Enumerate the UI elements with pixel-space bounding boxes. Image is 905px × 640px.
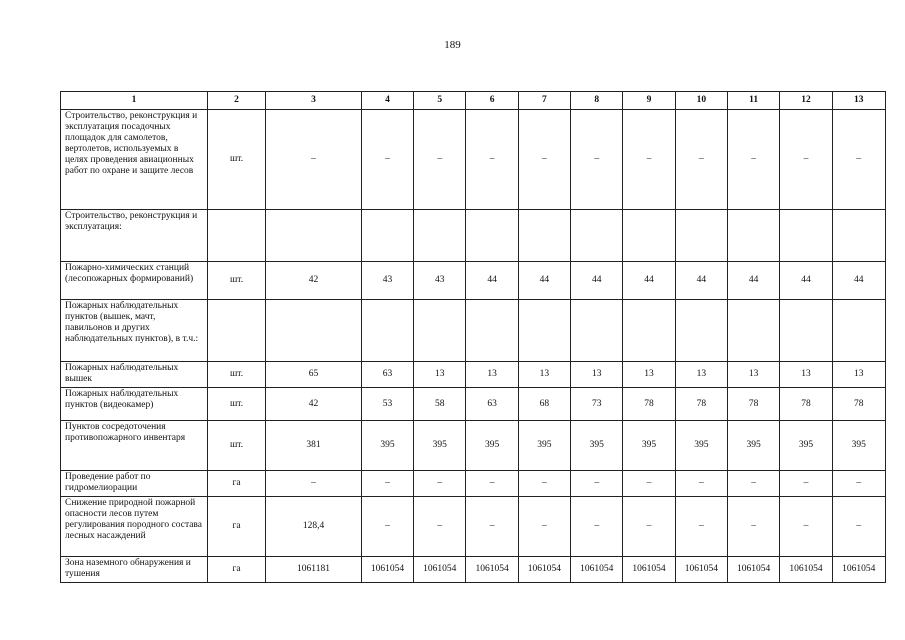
value-cell: 128,4 — [266, 497, 362, 557]
value-cell: 13 — [518, 362, 570, 388]
column-header: 8 — [571, 92, 623, 110]
value-cell — [266, 300, 362, 362]
table-row — [61, 421, 886, 471]
value-cell: – — [361, 471, 413, 497]
unit-cell: шт. — [207, 421, 265, 471]
table-row — [61, 300, 886, 362]
value-cell: 78 — [675, 388, 727, 421]
value-cell: 44 — [518, 262, 570, 300]
unit-cell: шт. — [207, 388, 265, 421]
value-cell: – — [623, 110, 675, 210]
row-name-cell: Пунктов сосредоточения противопожарного инвентаря — [61, 421, 208, 471]
unit-cell: га — [207, 557, 265, 583]
value-cell: – — [571, 497, 623, 557]
value-cell: – — [623, 471, 675, 497]
value-cell — [780, 210, 832, 262]
value-cell — [414, 210, 466, 262]
value-cell: – — [780, 497, 832, 557]
value-cell — [414, 300, 466, 362]
table-row — [61, 110, 886, 210]
row-name-cell: Зона наземного обнаружения и тушения — [61, 557, 208, 583]
value-cell: 73 — [571, 388, 623, 421]
value-cell: 395 — [780, 421, 832, 471]
value-cell: 395 — [466, 421, 518, 471]
value-cell: 1061054 — [832, 557, 885, 583]
value-cell: 78 — [780, 388, 832, 421]
value-cell — [623, 210, 675, 262]
value-cell: 1061054 — [727, 557, 779, 583]
value-cell: – — [414, 471, 466, 497]
page-number: 189 — [444, 39, 461, 51]
value-cell: 44 — [832, 262, 885, 300]
value-cell: 65 — [266, 362, 362, 388]
value-cell: – — [518, 497, 570, 557]
value-cell: 13 — [571, 362, 623, 388]
value-cell: 395 — [623, 421, 675, 471]
value-cell: 44 — [727, 262, 779, 300]
value-cell: 13 — [414, 362, 466, 388]
column-header: 9 — [623, 92, 675, 110]
value-cell: – — [623, 497, 675, 557]
value-cell: 44 — [675, 262, 727, 300]
value-cell: 13 — [675, 362, 727, 388]
value-cell: – — [414, 110, 466, 210]
value-cell: – — [571, 471, 623, 497]
value-cell: – — [780, 471, 832, 497]
value-cell: – — [727, 471, 779, 497]
table-row — [61, 262, 886, 300]
value-cell: 1061054 — [414, 557, 466, 583]
column-header: 12 — [780, 92, 832, 110]
value-cell: – — [266, 471, 362, 497]
value-cell: – — [832, 497, 885, 557]
row-name-cell: Пожарных наблюдательных вышек — [61, 362, 208, 388]
row-name-cell: Строительство, реконструкция и эксплуатация посадочных площадок для самолетов, вертолетов, используемых в целях проведения авиационных работ по охране и защите лесов — [61, 110, 208, 210]
value-cell: – — [361, 110, 413, 210]
value-cell: 13 — [466, 362, 518, 388]
unit-cell — [207, 210, 265, 262]
value-cell: 68 — [518, 388, 570, 421]
column-header: 4 — [361, 92, 413, 110]
value-cell: 1061054 — [518, 557, 570, 583]
column-header: 3 — [266, 92, 362, 110]
column-header: 10 — [675, 92, 727, 110]
value-cell: – — [727, 497, 779, 557]
table-row — [61, 362, 886, 388]
value-cell: – — [466, 497, 518, 557]
value-cell: – — [780, 110, 832, 210]
value-cell: 42 — [266, 262, 362, 300]
column-header: 7 — [518, 92, 570, 110]
value-cell — [832, 210, 885, 262]
value-cell: 1061181 — [266, 557, 362, 583]
value-cell: 53 — [361, 388, 413, 421]
unit-cell: га — [207, 497, 265, 557]
value-cell — [361, 210, 413, 262]
table-row — [61, 471, 886, 497]
value-cell: – — [727, 110, 779, 210]
value-cell — [266, 210, 362, 262]
value-cell: 1061054 — [780, 557, 832, 583]
forest-fire-measures-table — [60, 91, 886, 583]
value-cell: 381 — [266, 421, 362, 471]
row-name-cell: Пожарных наблюдательных пунктов (видеокамер) — [61, 388, 208, 421]
value-cell: 1061054 — [466, 557, 518, 583]
value-cell: – — [361, 497, 413, 557]
value-cell: – — [518, 471, 570, 497]
row-name-cell: Снижение природной пожарной опасности лесов путем регулирования породного состава лесных насаждений — [61, 497, 208, 557]
value-cell — [675, 210, 727, 262]
unit-cell — [207, 300, 265, 362]
value-cell: 395 — [361, 421, 413, 471]
value-cell: – — [832, 471, 885, 497]
column-header: 1 — [61, 92, 208, 110]
value-cell: 395 — [518, 421, 570, 471]
value-cell: 395 — [832, 421, 885, 471]
value-cell — [466, 210, 518, 262]
value-cell — [518, 300, 570, 362]
value-cell: – — [466, 471, 518, 497]
value-cell: 13 — [780, 362, 832, 388]
value-cell: 44 — [466, 262, 518, 300]
table-row — [61, 388, 886, 421]
column-header: 2 — [207, 92, 265, 110]
value-cell: 44 — [571, 262, 623, 300]
value-cell — [571, 300, 623, 362]
column-header: 13 — [832, 92, 885, 110]
unit-cell: шт. — [207, 362, 265, 388]
table-row — [61, 210, 886, 262]
column-header: 6 — [466, 92, 518, 110]
value-cell: 43 — [361, 262, 413, 300]
row-name-cell: Пожарно-химических станций (лесопожарных формирований) — [61, 262, 208, 300]
value-cell — [466, 300, 518, 362]
column-header: 11 — [727, 92, 779, 110]
value-cell: 13 — [623, 362, 675, 388]
value-cell: 1061054 — [675, 557, 727, 583]
value-cell: – — [414, 497, 466, 557]
value-cell: 78 — [832, 388, 885, 421]
value-cell: 78 — [623, 388, 675, 421]
value-cell: 78 — [727, 388, 779, 421]
value-cell: 395 — [727, 421, 779, 471]
value-cell: 395 — [571, 421, 623, 471]
value-cell: 1061054 — [623, 557, 675, 583]
value-cell: – — [518, 110, 570, 210]
value-cell: 58 — [414, 388, 466, 421]
value-cell: – — [832, 110, 885, 210]
column-header: 5 — [414, 92, 466, 110]
value-cell: 63 — [361, 362, 413, 388]
value-cell — [832, 300, 885, 362]
row-name-cell: Проведение работ по гидромелиорации — [61, 471, 208, 497]
row-name-cell: Пожарных наблюдательных пунктов (вышек, мачт, павильонов и других наблюдательных пунктов), в т.ч.: — [61, 300, 208, 362]
value-cell: – — [675, 110, 727, 210]
value-cell — [727, 210, 779, 262]
value-cell — [780, 300, 832, 362]
value-cell — [727, 300, 779, 362]
value-cell: – — [466, 110, 518, 210]
value-cell: 13 — [727, 362, 779, 388]
value-cell — [623, 300, 675, 362]
value-cell — [571, 210, 623, 262]
value-cell — [518, 210, 570, 262]
value-cell: 395 — [675, 421, 727, 471]
unit-cell: га — [207, 471, 265, 497]
value-cell: 1061054 — [571, 557, 623, 583]
value-cell: 1061054 — [361, 557, 413, 583]
value-cell: – — [266, 110, 362, 210]
unit-cell: шт. — [207, 110, 265, 210]
table-row — [61, 497, 886, 557]
value-cell: 44 — [780, 262, 832, 300]
unit-cell: шт. — [207, 262, 265, 300]
value-cell — [675, 300, 727, 362]
value-cell: 13 — [832, 362, 885, 388]
value-cell: 63 — [466, 388, 518, 421]
row-name-cell: Строительство, реконструкция и эксплуатация: — [61, 210, 208, 262]
value-cell: 43 — [414, 262, 466, 300]
table-header-row — [61, 92, 886, 110]
table-row — [61, 557, 886, 583]
value-cell: – — [675, 471, 727, 497]
value-cell: – — [675, 497, 727, 557]
value-cell: 395 — [414, 421, 466, 471]
value-cell: 42 — [266, 388, 362, 421]
value-cell: 44 — [623, 262, 675, 300]
value-cell — [361, 300, 413, 362]
value-cell: – — [571, 110, 623, 210]
